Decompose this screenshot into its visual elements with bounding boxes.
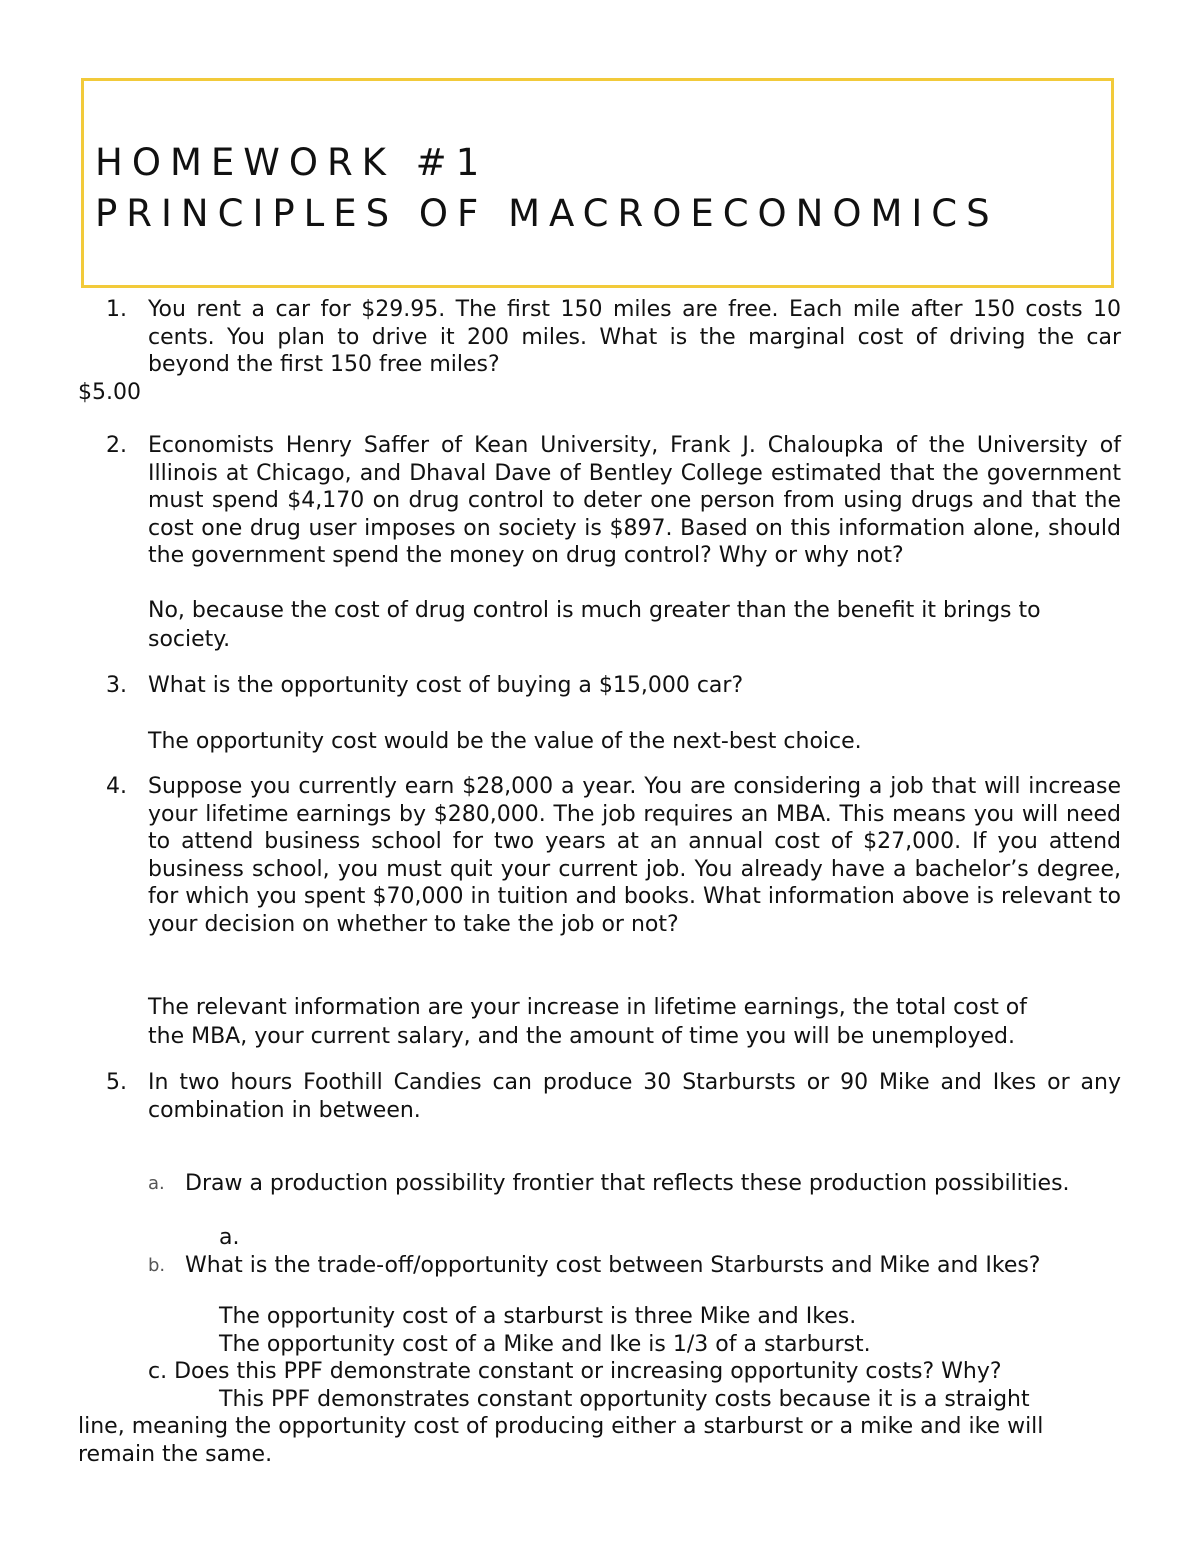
q1-text: You rent a car for $29.95. The first 150 miles are free. Each mile after 150 costs 10 cents. You plan to drive it 200 miles. What is the marginal cost of driving the car beyond the first 150 free miles?: [148, 297, 1121, 377]
q5a-text: Draw a production possibility frontier that reflects these production possibilities.: [185, 1171, 1070, 1196]
q5b-answer-line1: The opportunity cost of a starburst is three Mike and Ikes.: [219, 1304, 857, 1329]
q2-text: Economists Henry Saffer of Kean University, Frank J. Chaloupka of the University of Illinois at Chicago, and Dhaval Dave of Bentley College estimated that the government must spend $4,170 on drug control to deter one person from using drugs and that the cost one drug user imposes on society is $897. Based on this information alone, should the government spend the money on drug control? Why or why not?: [148, 433, 1121, 568]
q4-answer-line2: the MBA, your current salary, and the amount of time you will be unemployed.: [148, 1024, 1016, 1049]
q2-answer-line2: society.: [148, 627, 231, 652]
q5c-answer-line3: remain the same.: [78, 1442, 273, 1467]
q5c-answer-line1: This PPF demonstrates constant opportunity costs because it is a straight: [219, 1387, 1030, 1412]
q5-number: 5.: [106, 1070, 127, 1095]
q5c-answer-line2: line, meaning the opportunity cost of producing either a starburst or a mike and ike will: [78, 1414, 1044, 1439]
q1-answer: $5.00: [78, 380, 141, 405]
q5-text: In two hours Foothill Candies can produce 30 Starbursts or 90 Mike and Ikes or any combination in between.: [148, 1070, 1121, 1123]
q5a-letter: a.: [148, 1173, 165, 1194]
q2-answer-line1: No, because the cost of drug control is much greater than the benefit it brings to: [148, 598, 1041, 623]
q4-text: Suppose you currently earn $28,000 a year. You are considering a job that will increase your lifetime earnings by $280,000. The job requires an MBA. This means you will need to attend business school for two years at an annual cost of $27,000. If you attend business school, you must quit your current job. You already have a bachelor’s degree, for which you spent $70,000 in tuition and books. What information above is relevant to your decision on whether to take the job or not?: [148, 774, 1121, 937]
title-homework: HOMEWORK #1: [95, 141, 489, 184]
q5c-text: c. Does this PPF demonstrate constant or increasing opportunity costs? Why?: [148, 1359, 1002, 1384]
q4-number: 4.: [106, 774, 127, 799]
q1-number: 1.: [106, 297, 127, 322]
q5a-nested-letter: a.: [219, 1225, 240, 1250]
title-box: [81, 78, 1114, 288]
q4-answer-line1: The relevant information are your increase in lifetime earnings, the total cost of: [148, 995, 1028, 1020]
q5b-answer-line2: The opportunity cost of a Mike and Ike is 1/3 of a starburst.: [219, 1332, 871, 1357]
q3-text: What is the opportunity cost of buying a $15,000 car?: [148, 673, 744, 698]
title-course: PRINCIPLES OF MACROECONOMICS: [95, 192, 999, 235]
q3-answer: The opportunity cost would be the value of the next-best choice.: [148, 729, 862, 754]
q5b-text: What is the trade-off/opportunity cost between Starbursts and Mike and Ikes?: [185, 1253, 1041, 1278]
q5b-letter: b.: [148, 1255, 166, 1276]
q3-number: 3.: [106, 673, 127, 698]
q2-number: 2.: [106, 433, 127, 458]
